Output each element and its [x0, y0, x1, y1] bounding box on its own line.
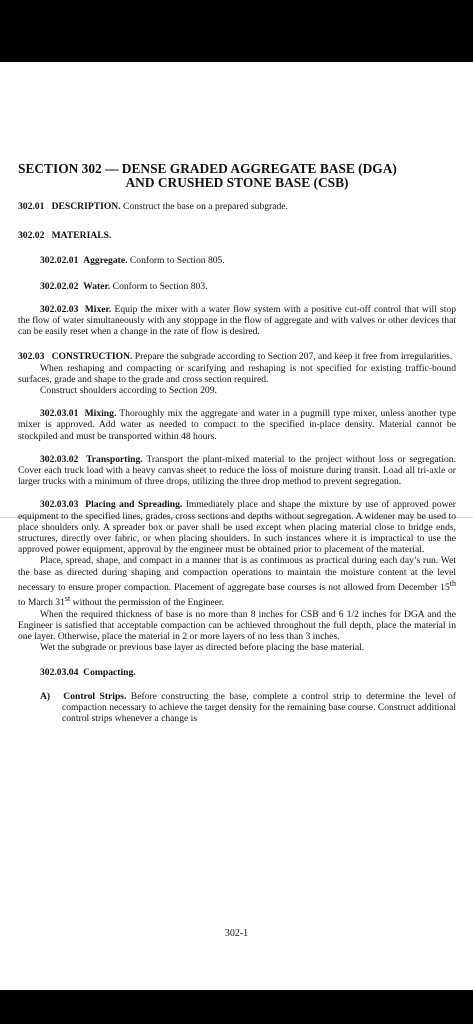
paragraph-302-01 [18, 201, 456, 212]
paragraph-302-03-03-wet-subgrade: Wet the subgrade or previous base layer as directed before placing the base material. [40, 642, 365, 654]
subsection-number: 302.03.01 [40, 408, 79, 420]
paragraph-302-03 [18, 351, 456, 362]
paragraph-302-02-01 [18, 255, 456, 266]
section-heading: DESCRIPTION. [51, 201, 121, 212]
subsection-heading: Mixer. [84, 303, 112, 315]
section-heading: MATERIALS. [51, 230, 112, 242]
section-title [18, 162, 456, 189]
list-heading: Control Strips. [63, 690, 127, 702]
document-content [18, 162, 456, 724]
paragraph-302-03-shoulders: Construct shoulders according to Section 209. [40, 385, 217, 397]
document-page [0, 62, 473, 990]
subsection-text: Conform to Section 803. [110, 280, 208, 292]
section-text: Prepare the subgrade according to Section 207, and keep it free from irregularities. [132, 351, 453, 363]
subsection-heading: Transporting. [86, 453, 143, 465]
subsection-heading: Placing and Spreading. [85, 499, 183, 511]
bottom-black-bar [0, 990, 473, 1024]
subsection-text: Transport the plant-mixed material to the project without loss or segregation. Cover each truck load with a heavy canvas sheet to reduce the loss of moisture during transit. Load all tri-axle or larger trucks with a minimum of three drops, utilizing the three drop method to prevent segregation. [18, 453, 456, 488]
placement-text-c: without the permission of the Engineer. [70, 597, 224, 609]
subsection-number: 302.03.04 [40, 667, 79, 679]
subsection-text: Equip the mixer with a water flow system with a positive cut-off control that will stop the flow of water simultaneously with any stoppage in the flow of aggregate and with valves or other devices that can be easily reset when a change in the rate of flow is desired. [18, 303, 456, 338]
placement-text-b: to March 31 [18, 597, 65, 609]
list-text: Before constructing the base, complete a control strip to determine the level of compaction necessary to achieve the target density for the remaining base course. Construct additional control strips whenever a change is [62, 690, 456, 725]
subsection-text: Immediately place and shape the mixture by use of approved power equipment to the specified lines, grades, cross sections and depths without segregation. A widener may be used to place shoulders only. A spreader box or paver shall be used except when placing material close to bridge ends, structures, directly over fabric, or when placing shoulders. In such instances where it is impractical to use the approved power equipment, approval by the engineer must be obtained prior to placement of the material. [18, 499, 456, 556]
paragraph-302-03-reshaping: When reshaping and compacting or scarifying and reshaping is not specified for existing traffic-bound surfaces, grade and shape to the grade and cross section required. [18, 362, 456, 385]
section-text: Construct the base on a prepared subgrade. [120, 201, 288, 212]
section-number: 302.02 [18, 230, 45, 242]
subsection-heading: Aggregate. [83, 255, 128, 267]
subsection-text: Thoroughly mix the aggregate and water in a pugmill type mixer, unless another type mixer is approved. Add water as needed to compact to the specified in-place density. Material cannot be stockpiled and must be transported within 48 hours. [18, 408, 456, 442]
paragraph-302-03-03 [18, 499, 456, 555]
paragraph-302-02 [18, 230, 456, 241]
subsection-heading: Water. [83, 280, 111, 292]
section-number: 302.03 [18, 351, 45, 363]
paragraph-302-02-03 [18, 304, 456, 338]
section-number: 302.01 [18, 201, 45, 212]
subsection-number: 302.03.02 [40, 453, 79, 465]
paragraph-302-03-04 [18, 667, 456, 678]
placement-text-a: Place, spread, shape, and compact in a manner that is as continuous as practical during each day’s run. Wet the base as directed during shaping and compaction operations to maintain the moisture content at the level necessary to ensure proper compaction. Placement of aggregate base courses is not allowed from December 15 [18, 555, 456, 594]
ordinal-suffix: th [449, 578, 456, 588]
subsection-number: 302.02.02 [40, 280, 79, 292]
subsection-heading: Compacting. [83, 667, 136, 679]
paragraph-302-02-02 [18, 281, 456, 292]
title-line-1: SECTION 302 — DENSE GRADED AGGREGATE BASE (DGA) [18, 161, 397, 176]
paragraph-302-03-03-thickness: When the required thickness of base is no more than 8 inches for CSB and 6 1/2 inches for DGA and the Engineer is satisfied that acceptable compaction can be achieved throughout the full depth, place the material in one layer. Otherwise, place the material in 2 or more layers of no less than 3 inches. [18, 608, 456, 643]
paragraph-302-03-02 [18, 454, 456, 488]
title-line-2: AND CRUSHED STONE BASE (CSB) [125, 174, 349, 190]
subsection-heading: Mixing. [84, 408, 117, 420]
paragraph-302-03-01 [18, 408, 456, 442]
list-label: A) [40, 690, 51, 702]
top-black-bar [0, 0, 473, 62]
section-heading: CONSTRUCTION. [51, 351, 133, 363]
page-number: 302-1 [224, 928, 249, 939]
subsection-text: Conform to Section 805. [127, 255, 225, 267]
paragraph-302-03-03-placement [18, 555, 456, 608]
paragraph-control-strips [18, 691, 456, 725]
ordinal-suffix: st [64, 594, 71, 604]
subsection-number: 302.02.03 [40, 303, 79, 315]
subsection-number: 302.03.03 [40, 499, 79, 511]
subsection-number: 302.02.01 [40, 255, 79, 267]
